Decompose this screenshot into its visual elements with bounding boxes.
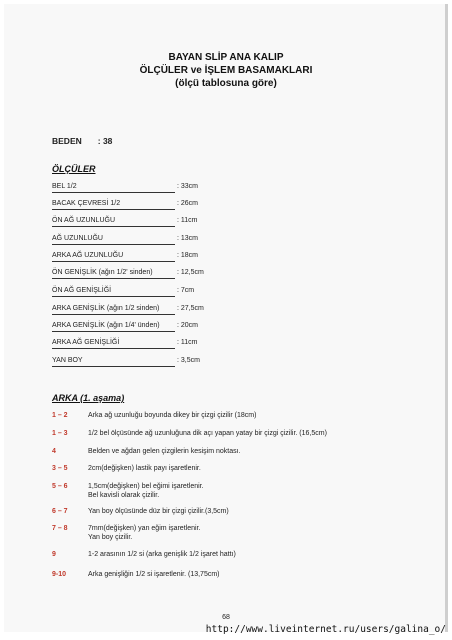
measurement-label: ÖN AĞ UZUNLUĞU [52, 217, 116, 224]
measurement-value: : 18cm [177, 252, 199, 259]
step-text: Yan boy ölçüsünde düz bir çizgi çizilir.(3,5cm) [88, 508, 229, 515]
underline-rule [52, 278, 175, 279]
underline-rule [52, 192, 175, 193]
title-line-3: (ölçü tablosuna göre) [175, 78, 277, 89]
step-text: 2cm(değişken) lastik payı işaretlenir. [88, 465, 201, 472]
underline-rule [52, 366, 175, 367]
measurement-label: ARKA GENİŞLİK (ağın 1/2 sinden) [52, 305, 160, 312]
underline-rule [52, 314, 175, 315]
page-number: 68 [222, 614, 230, 621]
measurement-value: : 13cm [177, 235, 199, 242]
step-number: 9-10 [52, 571, 67, 578]
back-stage-heading: ARKA (1. aşama) [52, 393, 125, 403]
measurement-value: : 26cm [177, 200, 199, 207]
underline-rule [52, 331, 175, 332]
measurement-value: : 20cm [177, 322, 199, 329]
step-text: Yan boy çizilir. [88, 534, 133, 541]
step-number: 6 – 7 [52, 508, 68, 515]
step-text: 1,5cm(değişken) bel eğimi işaretlenir. [88, 483, 204, 490]
step-text: 1/2 bel ölçüsünde ağ uzunluğuna dik açı yapan yatay bir çizgi çizilir. (16,5cm) [88, 430, 327, 437]
measurement-label: ÖN GENİŞLİK (ağın 1/2' sinden) [52, 269, 153, 276]
step-text: 1-2 arasının 1/2 si (arka genişlik 1/2 işaret hattı) [88, 551, 236, 558]
measurement-value: : 3,5cm [177, 357, 200, 364]
document-page [4, 4, 448, 632]
size-line [52, 136, 112, 146]
measurement-label: ARKA GENİŞLİK (ağın 1/4' ünden) [52, 322, 160, 329]
step-number: 1 – 2 [52, 412, 68, 419]
step-number: 5 – 6 [52, 483, 68, 490]
underline-rule [52, 348, 175, 349]
size-label: BEDEN [52, 136, 82, 146]
title-line-2: ÖLÇÜLER ve İŞLEM BASAMAKLARI [139, 65, 313, 76]
measurement-value: : 27,5cm [177, 305, 204, 312]
step-number: 7 – 8 [52, 525, 68, 532]
step-text: Bel kavisli olarak çizilir. [88, 492, 160, 499]
step-number: 1 – 3 [52, 430, 68, 437]
source-url: http://www.liveinternet.ru/users/galina_o/ [205, 624, 446, 635]
step-number: 4 [52, 448, 56, 455]
underline-rule [52, 296, 175, 297]
measurement-label: BEL 1/2 [52, 183, 77, 190]
step-text: Belden ve ağdan gelen çizgilerin kesişim noktası. [88, 448, 241, 455]
measurement-label: ARKA AĞ UZUNLUĞU [52, 252, 124, 259]
measurement-value: : 12,5cm [177, 269, 204, 276]
underline-rule [52, 209, 175, 210]
step-number: 3 – 5 [52, 465, 68, 472]
step-text: Arka genişliğin 1/2 si işaretlenir. (13,75cm) [88, 571, 220, 578]
underline-rule [52, 226, 175, 227]
size-value: : 38 [97, 136, 113, 146]
measurement-label: AĞ UZUNLUĞU [52, 235, 103, 242]
measurement-label: BACAK ÇEVRESİ 1/2 [52, 200, 121, 207]
measurement-label: ÖN AĞ GENİŞLİĞİ [52, 287, 112, 294]
measurement-value: : 7cm [177, 287, 195, 294]
underline-rule [52, 261, 175, 262]
step-text: 7mm(değişken) yan eğim işaretlenir. [88, 525, 201, 532]
measurement-label: YAN BOY [52, 357, 83, 364]
underline-rule [52, 244, 175, 245]
measurement-value: : 11cm [177, 339, 198, 346]
measurement-value: : 11cm [177, 217, 198, 224]
measurements-heading: ÖLÇÜLER [52, 164, 96, 174]
measurement-value: : 33cm [177, 183, 199, 190]
title-line-1: BAYAN SLİP ANA KALIP [168, 52, 284, 63]
step-text: Arka ağ uzunluğu boyunda dikey bir çizgi çizilir (18cm) [88, 412, 257, 419]
measurement-label: ARKA AĞ GENİŞLİĞİ [52, 339, 120, 346]
step-number: 9 [52, 551, 56, 558]
